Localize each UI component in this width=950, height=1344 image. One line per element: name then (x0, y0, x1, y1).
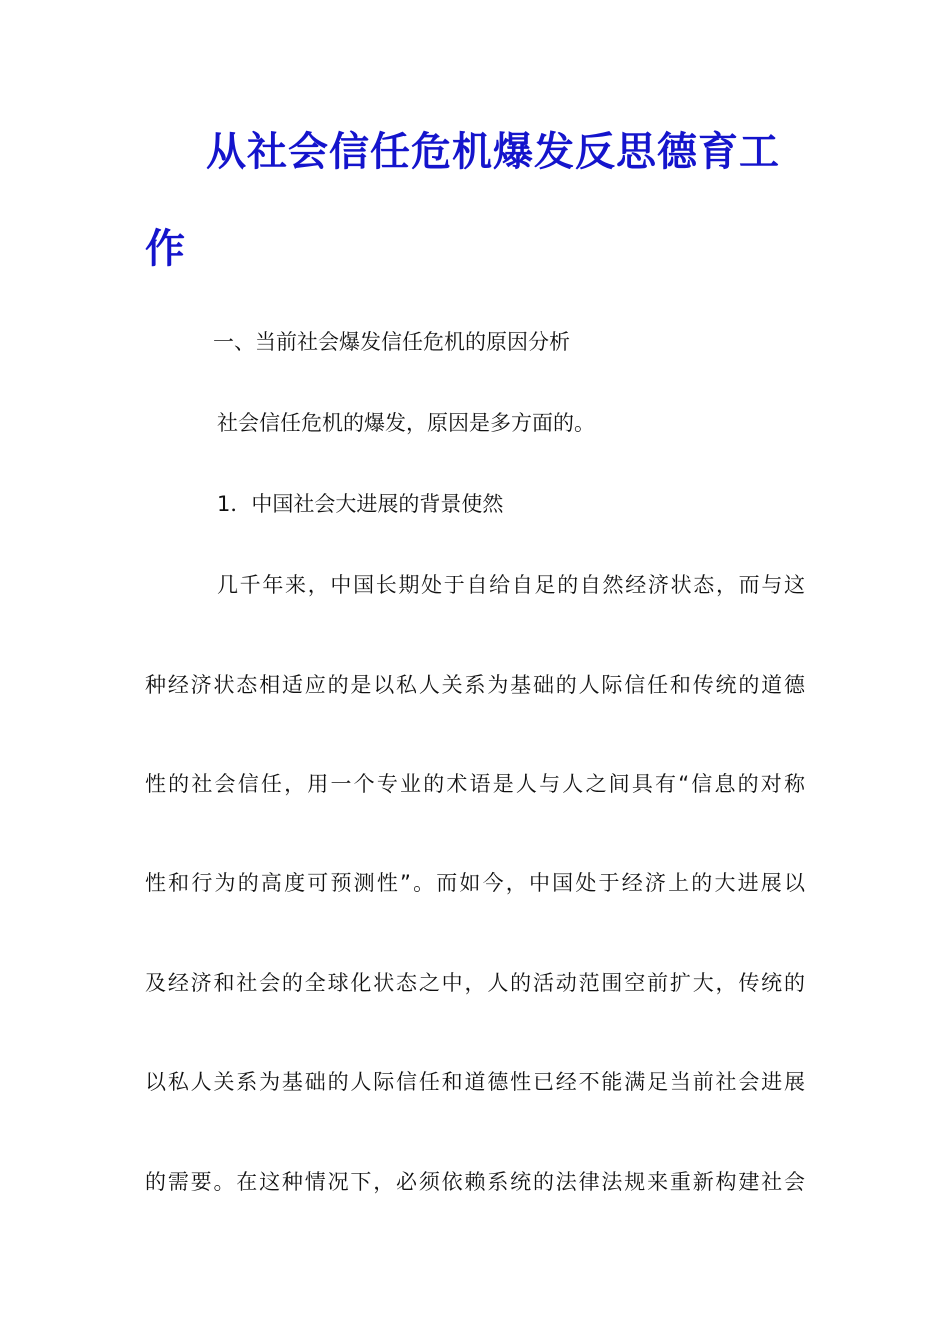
subsection-heading: 1．中国社会大进展的背景使然 (217, 492, 504, 516)
section-heading: 一、当前社会爆发信任危机的原因分析 (213, 330, 570, 354)
document-title-line-2: 作 (145, 226, 185, 272)
intro-paragraph: 社会信任危机的爆发，原因是多方面的。 (217, 411, 595, 435)
body-text-line: 及经济和社会的全球化状态之中，人的活动范围空前扩大，传统的 (145, 971, 805, 995)
document-title-line-1: 从社会信任危机爆发反思德育工 (206, 129, 780, 175)
body-text-line: 性和行为的高度可预测性”。而如今，中国处于经济上的大进展以 (145, 871, 805, 895)
body-text-line: 种经济状态相适应的是以私人关系为基础的人际信任和传统的道德 (145, 673, 805, 697)
body-text-line: 几千年来，中国长期处于自给自足的自然经济状态，而与这 (217, 573, 805, 597)
body-text-line: 的需要。在这种情况下，必须依赖系统的法律法规来重新构建社会 (145, 1170, 805, 1194)
body-text-line: 以私人关系为基础的人际信任和道德性已经不能满足当前社会进展 (145, 1070, 805, 1094)
body-text-line: 性的社会信任，用一个专业的术语是人与人之间具有“信息的对称 (145, 772, 805, 796)
